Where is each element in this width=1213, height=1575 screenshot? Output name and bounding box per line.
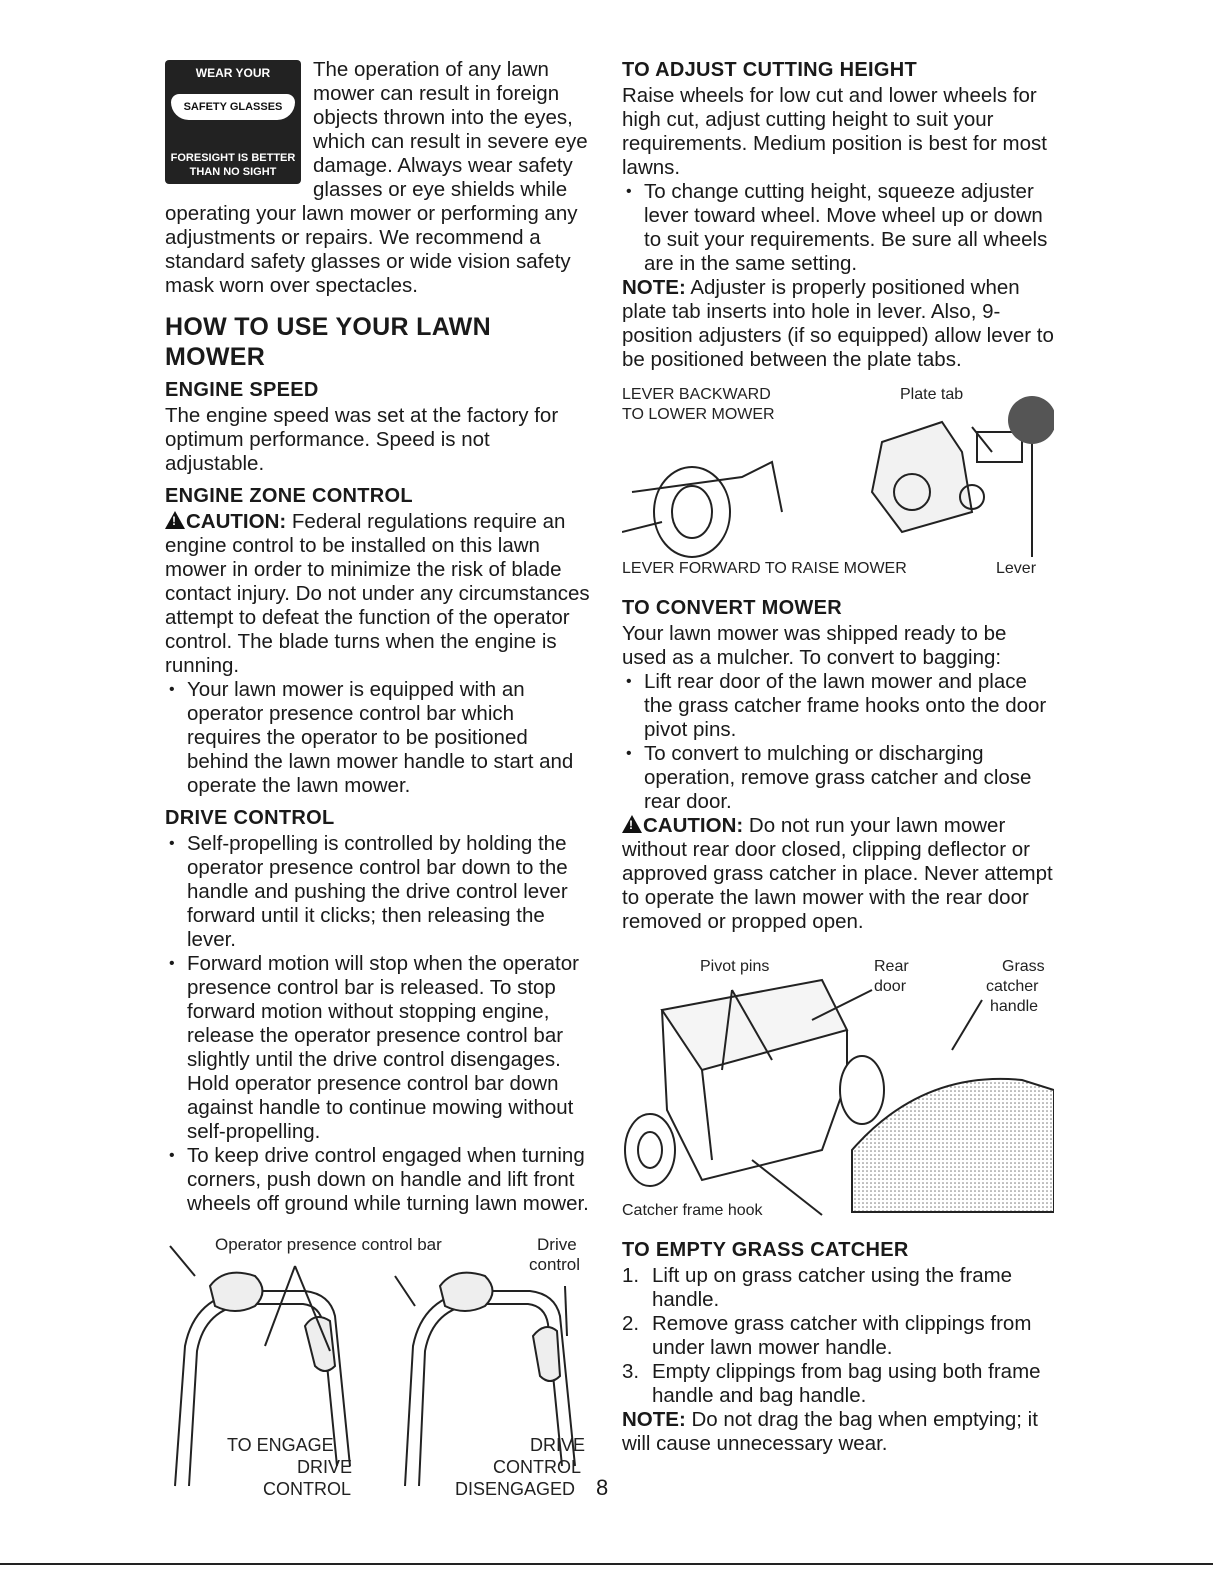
note-label: NOTE: xyxy=(622,276,686,299)
caution-text: Federal regulations require an engine control to be installed on this lawn mower in order to minimize the risk of blade contact injury. Do not under any circumstances attempt to defeat the function of the operator control. The blade turns when the engine is running. xyxy=(165,510,590,677)
engine-speed-heading: ENGINE SPEED xyxy=(165,379,319,401)
main-heading: HOW TO USE YOUR LAWN MOWER xyxy=(165,313,491,371)
list-item: 2. Remove grass catcher with clippings from under lawn mower handle. xyxy=(622,1312,1032,1359)
engine-zone-bullets xyxy=(165,678,593,798)
caution-text: Do not run your lawn mower without rear door closed, clipping deflector or approved grass catcher in place. Never attempt to operate the lawn mower with the rear door removed or propped open. xyxy=(622,814,1053,933)
lever-knob xyxy=(1008,396,1054,444)
rear-door-label-1: Rear xyxy=(874,958,909,975)
list-item: • Forward motion will stop when the operator presence control bar is released. To stop forward motion without stopping engine, release the operator presence control bar slightly until the drive control disengages. Hold operator presence control bar down against handle to continue mowing without self-propelling. xyxy=(165,952,593,1144)
cutting-height-bullets xyxy=(622,180,1054,276)
grass-catcher-label-1: Grass xyxy=(1002,958,1045,975)
engage-label-2: DRIVE xyxy=(297,1457,353,1477)
catcher-hook-label: Catcher frame hook xyxy=(622,1202,763,1219)
engage-label-3: CONTROL xyxy=(263,1479,352,1499)
convert-heading: TO CONVERT MOWER xyxy=(622,597,842,619)
rear-door-label-2: door xyxy=(874,978,907,995)
disengaged-label-2: CONTROL xyxy=(493,1457,582,1477)
caution-icon xyxy=(165,511,185,529)
engage-label-1: TO ENGAGE xyxy=(227,1435,334,1455)
badge-line-4: THAN NO SIGHT xyxy=(189,166,277,178)
safety-intro-text: The operation of any lawn mower can result in foreign objects thrown into the eyes, which can result in severe eye damage. Always wear safety glasses or eye shields while operating your lawn mower or performing any adjustments or repairs. We recommend a standard safety glasses or wide vision safety mask worn over spectacles. xyxy=(165,58,588,297)
lever-backward-1: LEVER BACKWARD xyxy=(622,386,771,403)
disengaged-label-3: DISENGAGED xyxy=(455,1479,576,1499)
cutting-height-heading: TO ADJUST CUTTING HEIGHT xyxy=(622,59,917,81)
page-number: 8 xyxy=(596,1475,609,1500)
convert-bullets xyxy=(622,670,1054,814)
drive-label-1: Drive xyxy=(537,1235,577,1254)
cutting-height-text: Raise wheels for low cut and lower wheels for high cut, adjust cutting height to suit your requirements. Medium position is best for most lawns. xyxy=(622,84,1047,179)
list-item: 1. Lift up on grass catcher using the frame handle. xyxy=(622,1264,1013,1311)
footer-rule xyxy=(0,1563,1213,1565)
safety-intro xyxy=(165,58,593,298)
left-column xyxy=(165,58,593,1506)
list-item: 3. Empty clippings from bag using both frame handle and bag handle. xyxy=(622,1360,1041,1407)
list-item: • Your lawn mower is equipped with an operator presence control bar which requires the operator to be positioned behind the lawn mower handle to start and operate the lawn mower. xyxy=(165,678,593,798)
disengaged-label-1: DRIVE xyxy=(530,1435,586,1455)
grass-catcher-figure xyxy=(622,950,1054,1222)
cutting-height-figure xyxy=(622,382,1054,582)
list-item: • To change cutting height, squeeze adjuster lever toward wheel. Move wheel up or down to suit your requirements. Be sure all wheels are in the same setting. xyxy=(622,180,1054,276)
list-item: • Lift rear door of the lawn mower and place the grass catcher frame hooks onto the door pivot pins. xyxy=(622,670,1054,742)
convert-caution xyxy=(622,814,1054,934)
empty-note xyxy=(622,1408,1054,1456)
right-column xyxy=(622,58,1054,1456)
list-item: • To convert to mulching or discharging operation, remove grass catcher and close rear door. xyxy=(622,742,1054,814)
engine-speed-text: The engine speed was set at the factory for optimum performance. Speed is not adjustable. xyxy=(165,404,559,475)
badge-line-3: FORESIGHT IS BETTER xyxy=(170,152,296,164)
caution-label: CAUTION: xyxy=(186,510,287,533)
pivot-pins-label: Pivot pins xyxy=(700,958,770,975)
badge-line-2: SAFETY GLASSES xyxy=(171,94,295,120)
badge-line-1: WEAR YOUR xyxy=(195,66,271,80)
note-text: Adjuster is properly positioned when plate tab inserts into hole in lever. Also, 9-position adjusters (if so equipped) allow lever to be positioned between the plate tabs. xyxy=(622,276,1054,371)
drive-control-bullets xyxy=(165,832,593,1216)
list-item: • To keep drive control engaged when turning corners, push down on handle and lift front wheels off ground while turning lawn mower. xyxy=(165,1144,593,1216)
caution-icon xyxy=(622,815,642,833)
note-label: NOTE: xyxy=(622,1408,686,1431)
empty-heading: TO EMPTY GRASS CATCHER xyxy=(622,1239,909,1261)
safety-glasses-badge xyxy=(165,60,301,184)
engine-zone-caution xyxy=(165,510,593,678)
drive-label-2: control xyxy=(529,1255,581,1274)
drive-control-figure xyxy=(155,1236,595,1506)
lever-forward-label: LEVER FORWARD TO RAISE MOWER xyxy=(622,560,907,577)
lever-backward-2: TO LOWER MOWER xyxy=(622,406,775,423)
list-item: • Self-propelling is controlled by holding the operator presence control bar down to the handle and pushing the drive control lever forward until it clicks; then releasing the lever. xyxy=(165,832,593,952)
empty-steps xyxy=(622,1264,1054,1408)
note-text: Do not drag the bag when emptying; it will cause unnecessary wear. xyxy=(622,1408,1038,1455)
opc-bar-label: Operator presence control bar xyxy=(215,1235,442,1254)
lever-label: Lever xyxy=(996,560,1037,577)
caution-label: CAUTION: xyxy=(643,814,744,837)
plate-tab-label: Plate tab xyxy=(900,386,964,403)
engine-zone-heading: ENGINE ZONE CONTROL xyxy=(165,485,413,507)
convert-text: Your lawn mower was shipped ready to be used as a mulcher. To convert to bagging: xyxy=(622,622,1007,669)
drive-control-heading: DRIVE CONTROL xyxy=(165,807,335,829)
grass-catcher-label-2: catcher xyxy=(986,978,1039,995)
grass-catcher-label-3: handle xyxy=(990,998,1039,1015)
cutting-height-note xyxy=(622,276,1054,372)
